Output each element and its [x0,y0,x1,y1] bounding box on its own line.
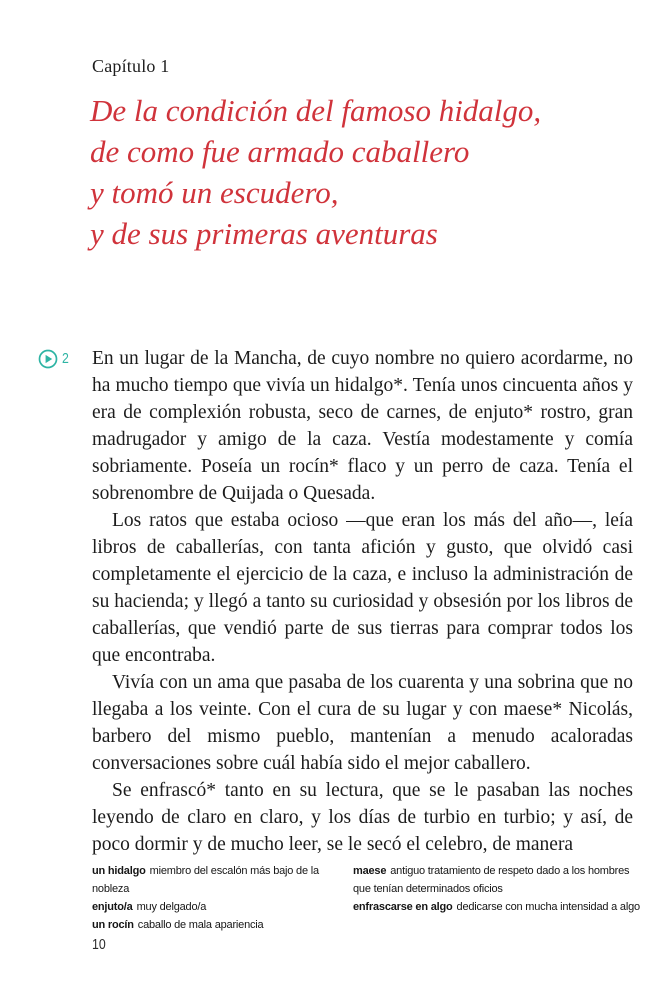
page-number: 10 [92,937,106,953]
paragraph: Vivía con un ama que pasaba de los cuarenta y una sobrina que no llegaba a los veinte. Con el cura de su lugar y con maese* Nicolás, barbero del mismo pueblo, mantenían a menudo acaloradas conversaciones sobre cuál había sido el mejor caballero. [92,672,633,774]
footnote-definition: antiguo tratamiento de respeto dado a los hombres que tenían determinados oficios [353,865,630,895]
footnote-definition: muy delgado/a [136,901,207,913]
footnote-entry [92,898,350,916]
audio-track-number: 2 [62,350,69,367]
body-text [92,345,633,858]
footnote-definition: dedicarse con mucha intensidad a algo [456,901,640,913]
footnote-term: enjuto/a [92,901,133,913]
footnote-entry [353,862,641,898]
footnote-term: un rocín [92,919,134,931]
paragraph: Se enfrascó* tanto en su lectura, que se le pasaban las noches leyendo de claro en claro, y los días de turbio en turbio; y así, de poco dormir y de mucho leer, se le secó el celebro, de manera [92,780,633,855]
paragraph: En un lugar de la Mancha, de cuyo nombre no quiero acordarme, no ha mucho tiempo que vivía un hidalgo*. Tenía unos cincuenta años y era de complexión robusta, seco de carnes, de enjuto* rostro, gran madrugador y amigo de la caza. Vestía modestamente y comía sobriamente. Poseía un rocín* flaco y un perro de caza. Tenía el sobrenombre de Quijada o Quesada. [92,348,633,504]
footnote-term: un hidalgo [92,865,146,877]
footnote-term: maese [353,865,387,877]
chapter-title [90,90,541,254]
audio-track-marker[interactable] [38,349,70,369]
chapter-title-line: de como fue armado caballero [90,134,470,169]
chapter-title-line: De la condición del famoso hidalgo, [90,93,542,128]
chapter-title-line: y de sus primeras aventuras [90,216,438,251]
footnote-entry [92,862,350,898]
footnote-definition: miembro del escalón más bajo de la nobleza [92,865,319,895]
play-icon[interactable] [38,349,58,369]
paragraph: Los ratos que estaba ocioso —que eran los más del año—, leía libros de caballerías, con tanta afición y gusto, que olvidó casi completamente el ejercicio de la caza, e incluso la administración de su hacienda; y llegó a tanto su curiosidad y obsesión por los libros de caballerías, que vendió parte de sus tierras para comprar todos los que encontraba. [92,510,633,666]
footnote-definition: caballo de mala apariencia [137,919,264,931]
chapter-title-line: y tomó un escudero, [90,175,339,210]
footnote-entry [353,898,641,916]
footnote-column-left [92,862,350,934]
footnote-column-right [353,862,641,916]
footnote-entry [92,916,350,934]
footnote-term: enfrascarse en algo [353,901,453,913]
chapter-label: Capítulo 1 [92,56,170,76]
